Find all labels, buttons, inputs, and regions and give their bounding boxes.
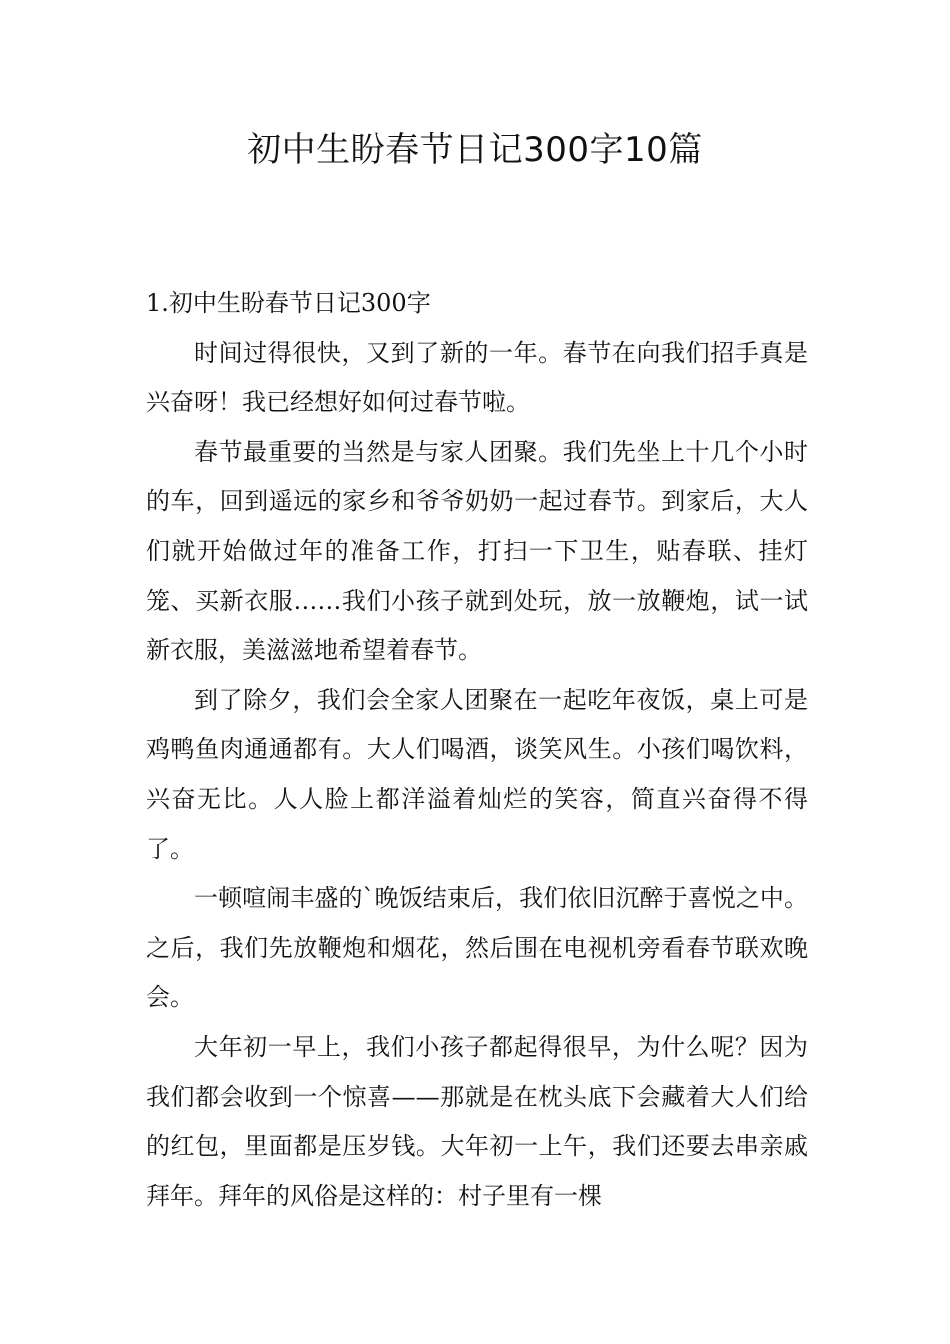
- paragraph: 时间过得很快，又到了新的一年。春节在向我们招手真是兴奋呀！我已经想好如何过春节啦。: [146, 338, 808, 417]
- paragraph: 一顿喧闹丰盛的`晚饭结束后，我们依旧沉醉于喜悦之中。之后，我们先放鞭炮和烟花，然后围在电视机旁看春节联欢晚会。: [146, 884, 808, 1012]
- document-title: 初中生盼春节日记300字10篇: [247, 130, 703, 170]
- document-body: [146, 279, 808, 1221]
- paragraph: 大年初一早上，我们小孩子都起得很早，为什么呢？因为我们都会收到一个惊喜——那就是在枕头底下会藏着大人们给的红包，里面都是压岁钱。大年初一上午，我们还要去串亲戚拜年。拜年的风俗是这样的：村子里有一棵: [146, 1032, 808, 1210]
- paragraph: 到了除夕，我们会全家人团聚在一起吃年夜饭，桌上可是鸡鸭鱼肉通通都有。大人们喝酒，谈笑风生。小孩们喝饮料，兴奋无比。人人脸上都洋溢着灿烂的笑容，简直兴奋得不得了。: [146, 685, 808, 863]
- paragraph: 春节最重要的当然是与家人团聚。我们先坐上十几个小时的车，回到遥远的家乡和爷爷奶奶一起过春节。到家后，大人们就开始做过年的准备工作，打扫一下卫生，贴春联、挂灯笼、买新衣服……我们小孩子就到处玩，放一放鞭炮，试一试新衣服，美滋滋地希望着春节。: [146, 437, 808, 665]
- section-heading: 1.初中生盼春节日记300字: [146, 289, 431, 317]
